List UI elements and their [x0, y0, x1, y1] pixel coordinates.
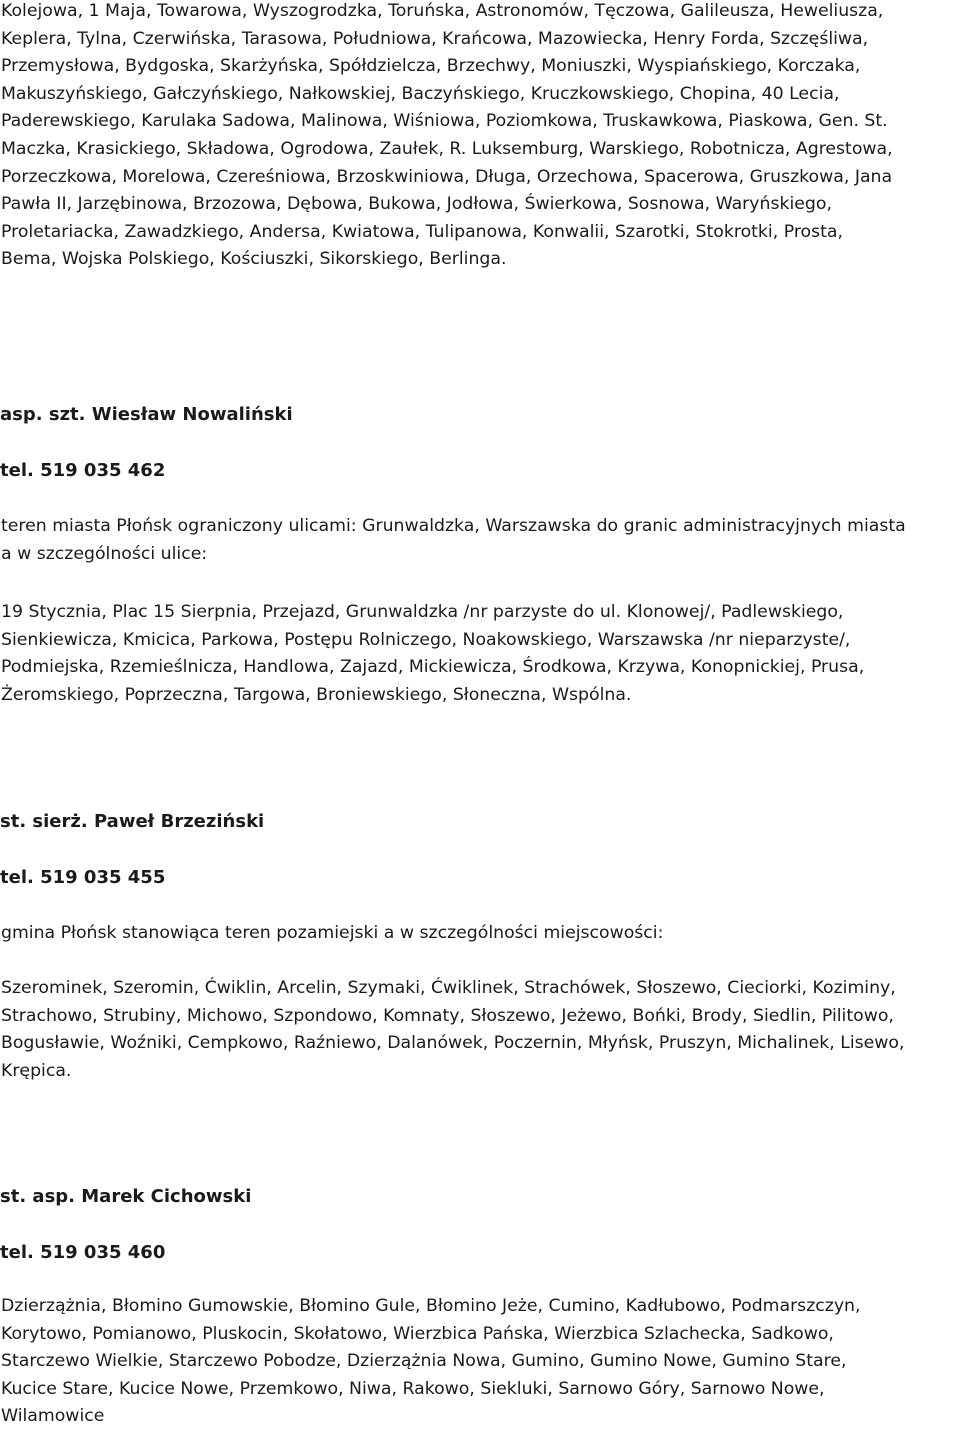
officer-name: st. sierż. Paweł Brzeziński — [0, 811, 265, 832]
text-line: Maczka, Krasickiego, Składowa, Ogrodowa, Zaułek, R. Luksemburg, Warskiego, Robotnicza, Agrestowa, — [1, 138, 893, 159]
text-line: Starczewo Wielkie, Starczewo Pobodze, Dzierzążnia Nowa, Gumino, Gumino Nowe, Gumino Stare, — [1, 1351, 847, 1372]
text-line: Bema, Wojska Polskiego, Kościuszki, Sikorskiego, Berlinga. — [1, 249, 507, 270]
officer-name: st. asp. Marek Cichowski — [0, 1186, 252, 1207]
officer-name: asp. szt. Wiesław Nowaliński — [0, 404, 293, 425]
text-line: Proletariacka, Zawadzkiego, Andersa, Kwiatowa, Tulipanowa, Konwalii, Szarotki, Stokrotki, Prosta, — [1, 221, 843, 242]
text-line: gmina Płońsk stanowiąca teren pozamiejski a w szczególności miejscowości: — [1, 923, 664, 943]
officer-phone: tel. 519 035 455 — [0, 867, 166, 888]
villages-list-3 — [0, 975, 960, 1085]
text-line: Żeromskiego, Poprzeczna, Targowa, Broniewskiego, Słoneczna, Wspólna. — [1, 684, 632, 705]
area-description — [0, 513, 960, 568]
text-line: Keplera, Tylna, Czerwińska, Tarasowa, Południowa, Krańcowa, Mazowiecka, Henry Forda, Szczęśliwa, — [1, 28, 869, 49]
streets-list-2 — [0, 599, 960, 709]
text-line: Strachowo, Strubiny, Michowo, Szpondowo, Komnaty, Słoszewo, Jeżewo, Bońki, Brody, Siedlin, Pilitowo, — [1, 1005, 894, 1026]
streets-list-1 — [0, 0, 960, 274]
text-line: Kolejowa, 1 Maja, Towarowa, Wyszogrodzka, Toruńska, Astronomów, Tęczowa, Galileusza, Heweliusza, — [1, 1, 884, 21]
text-line: Paderewskiego, Karulaka Sadowa, Malinowa, Wiśniowa, Poziomkowa, Truskawkowa, Piaskowa, Gen. St. — [1, 111, 888, 132]
officer-phone: tel. 519 035 460 — [0, 1242, 166, 1263]
text-line: Makuszyńskiego, Gałczyńskiego, Nałkowskiej, Baczyńskiego, Kruczkowskiego, Chopina, 40 Lecia, — [1, 83, 840, 104]
officer-phone: tel. 519 035 462 — [0, 460, 166, 481]
text-line: Korytowo, Pomianowo, Pluskocin, Skołatowo, Wierzbica Pańska, Wierzbica Szlachecka, Sadkowo, — [1, 1323, 834, 1344]
text-line: Wilamowice — [1, 1406, 105, 1427]
text-line: Pawła II, Jarzębinowa, Brzozowa, Dębowa, Bukowa, Jodłowa, Świerkowa, Sosnowa, Waryńskiego, — [1, 194, 832, 215]
text-line: Dzierzążnia, Błomino Gumowskie, Błomino Gule, Błomino Jeże, Cumino, Kadłubowo, Podmarszczyn, — [1, 1296, 861, 1316]
text-line: Kucice Stare, Kucice Nowe, Przemkowo, Niwa, Rakowo, Siekluki, Sarnowo Góry, Sarnowo Nowe, — [1, 1378, 825, 1399]
text-line: Porzeczkowa, Morelowa, Czereśniowa, Brzoskwiniowa, Długa, Orzechowa, Spacerowa, Gruszkowa, Jana — [1, 166, 893, 187]
villages-list-4 — [0, 1293, 960, 1431]
text-line: Krępica. — [1, 1060, 72, 1081]
text-line: teren miasta Płońsk ograniczony ulicami: Grunwaldzka, Warszawska do granic administracyjnych miasta — [1, 516, 906, 536]
text-line: Przemysłowa, Bydgoska, Skarżyńska, Spółdzielcza, Brzechwy, Moniuszki, Wyspiańskiego, Korczaka, — [1, 56, 861, 77]
area-description — [0, 920, 960, 948]
text-line: Szerominek, Szeromin, Ćwiklin, Arcelin, Szymaki, Ćwiklinek, Strachówek, Słoszewo, Cieciorki, Koziminy, — [1, 978, 896, 998]
text-line: 19 Stycznia, Plac 15 Sierpnia, Przejazd, Grunwaldzka /nr parzyste do ul. Klonowej/, Padlewskiego, — [1, 602, 844, 622]
text-line: Sienkiewicza, Kmicica, Parkowa, Postępu Rolniczego, Noakowskiego, Warszawska /nr nieparzyste/, — [1, 629, 851, 650]
text-line: a w szczególności ulice: — [1, 543, 208, 564]
text-line: Bogusławie, Woźniki, Cempkowo, Raźniewo, Dalanówek, Poczernin, Młyńsk, Pruszyn, Michalinek, Lisewo, — [1, 1033, 905, 1054]
text-line: Podmiejska, Rzemieślnicza, Handlowa, Zajazd, Mickiewicza, Środkowa, Krzywa, Konopnickiej, Prusa, — [1, 657, 865, 678]
